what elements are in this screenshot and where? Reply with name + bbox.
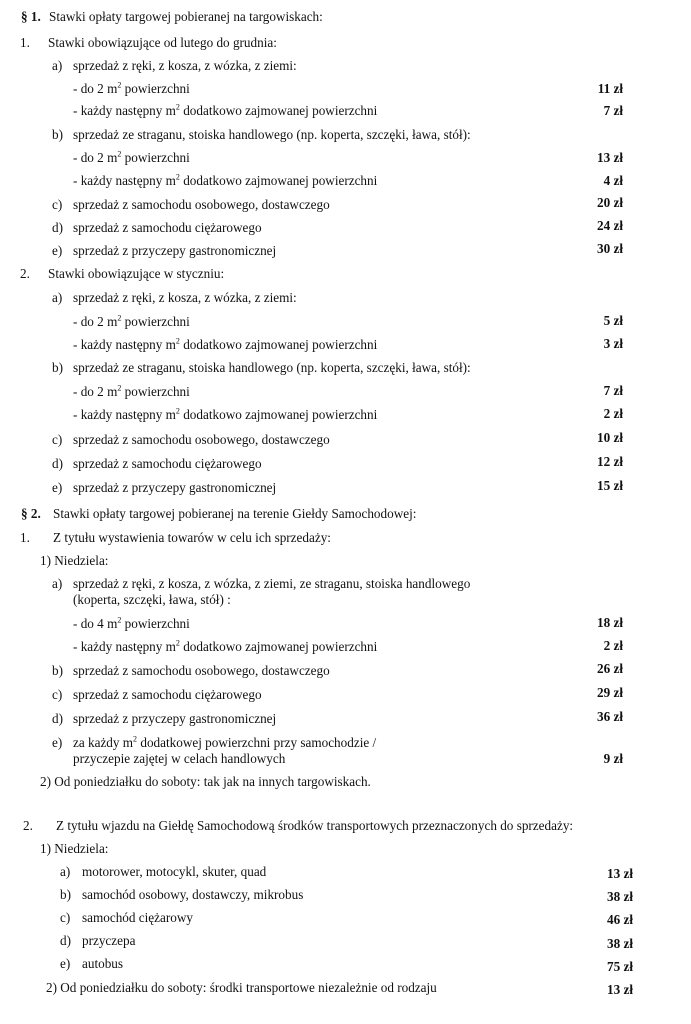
s1-p2-e-amount: 15 zł <box>596 478 623 493</box>
s1-p1-d-amount: 24 zł <box>596 218 623 233</box>
s1-p2-a-item-2: - każdy następny $m^2$ dodatkowo zajmowanej powierzchni <box>73 336 378 352</box>
s1-p1-title: Stawki obowiązujące od lutego do grudnia: <box>48 35 277 50</box>
s1-p1-c-amount: 20 zł <box>596 195 623 210</box>
s1-p1-b-label: b) <box>52 127 63 142</box>
s1-p2-a-item-1-amount: 5 zł <box>603 313 623 328</box>
s1-p1-b-text: sprzedaż ze straganu, stoiska handlowego (np. koperta, szczęki, ława, stół): <box>73 127 471 142</box>
s2-p1-c-text: sprzedaż z samochodu ciężarowego <box>73 687 262 702</box>
s1-p2-c-amount: 10 zł <box>596 430 623 445</box>
s1-p2-b-item-1: - do 2 $m^2$ powierzchni <box>73 383 190 399</box>
s1-p1-d-text: sprzedaż z samochodu ciężarowego <box>73 220 262 235</box>
s1-p2-b-item-1-amount: 7 zł <box>603 383 623 398</box>
s1-p2-e-label: e) <box>52 480 63 495</box>
s2-p1-d-text: sprzedaż z przyczepy gastronomicznej <box>73 711 277 726</box>
s1-p1-e-amount: 30 zł <box>596 241 623 256</box>
s2-p1-a-item-1: - do 4 $m^2$ powierzchni <box>73 615 190 631</box>
s2-p1-title: Z tytułu wystawienia towarów w celu ich sprzedaży: <box>53 530 331 545</box>
s1-p2-b-text: sprzedaż ze straganu, stoiska handlowego (np. koperta, szczęki, ława, stół): <box>73 360 471 375</box>
s2-p2-e-text: autobus <box>82 956 124 971</box>
s1-p1-b-item-2-amount: 4 zł <box>603 173 623 188</box>
s1-p2-d-label: d) <box>52 456 63 471</box>
s1-p2-title: Stawki obowiązujące w styczniu: <box>48 266 225 281</box>
section-1-heading: Stawki opłaty targowej pobieranej na targowiskach: <box>49 9 323 24</box>
s2-p2-a-label: a) <box>60 864 71 879</box>
s2-p1-c-label: c) <box>52 687 63 702</box>
s1-p1-a-label: a) <box>52 58 63 73</box>
s1-p2-number: 2. <box>20 266 30 281</box>
s1-p1-c-label: c) <box>52 197 63 212</box>
s1-p1-a-item-1: - do 2 $m^2$ powierzchni <box>73 80 190 96</box>
s2-p1-b-text: sprzedaż z samochodu osobowego, dostawczego <box>73 663 330 678</box>
s1-p1-a-text: sprzedaż z ręki, z kosza, z wózka, z ziemi: <box>73 58 297 73</box>
s1-p1-e-label: e) <box>52 243 63 258</box>
s1-p2-a-label: a) <box>52 290 63 305</box>
section-1-number: § 1. <box>21 9 41 24</box>
s1-p1-d-label: d) <box>52 220 63 235</box>
s2-p2-b-label: b) <box>60 887 71 902</box>
s1-p2-a-item-2-amount: 3 zł <box>603 336 623 351</box>
s1-p2-a-item-1: - do 2 $m^2$ powierzchni <box>73 313 190 329</box>
s2-p2-d-label: d) <box>60 933 71 948</box>
s1-p2-b-label: b) <box>52 360 63 375</box>
s1-p2-c-label: c) <box>52 432 63 447</box>
s2-p1-d-amount: 36 zł <box>596 709 623 724</box>
s2-p2-weekday-amount: 13 zł <box>606 982 633 997</box>
section-2-number: § 2. <box>21 506 41 521</box>
s2-p1-c-amount: 29 zł <box>596 685 623 700</box>
s2-p2-d-text: przyczepa <box>82 933 136 948</box>
s2-p2-weekday: 2) Od poniedziałku do soboty: środki transportowe niezależnie od rodzaju <box>46 980 437 995</box>
s2-p2-b-amount: 38 zł <box>606 889 633 904</box>
s2-p2-a-amount: 13 zł <box>606 866 633 881</box>
s2-p1-a-text-line-1: sprzedaż z ręki, z kosza, z wózka, z ziemi, ze straganu, stoiska handlowego <box>73 576 471 591</box>
s2-p1-sunday: 1) Niedziela: <box>40 553 109 568</box>
s2-p2-c-amount: 46 zł <box>606 912 633 927</box>
s1-p1-a-item-2-amount: 7 zł <box>603 103 623 118</box>
s2-p1-a-item-2-amount: 2 zł <box>603 638 623 653</box>
s1-p2-b-item-2: - każdy następny $m^2$ dodatkowo zajmowanej powierzchni <box>73 406 378 422</box>
s2-p2-title: Z tytułu wjazdu na Giełdę Samochodową środków transportowych przeznaczonych do sprzedaży: <box>56 818 574 833</box>
s1-p1-a-item-2: - każdy następny $m^2$ dodatkowo zajmowanej powierzchni <box>73 102 378 118</box>
section-2-heading: Stawki opłaty targowej pobieranej na terenie Giełdy Samochodowej: <box>53 506 417 521</box>
s1-p1-b-item-1-amount: 13 zł <box>596 150 623 165</box>
s2-p2-c-label: c) <box>60 910 71 925</box>
s2-p1-a-text-line-2: (koperta, szczęki, ława, stół) : <box>73 592 231 607</box>
s2-p1-d-label: d) <box>52 711 63 726</box>
s2-p2-d-amount: 38 zł <box>606 936 633 951</box>
s2-p2-b-text: samochód osobowy, dostawczy, mikrobus <box>82 887 304 902</box>
s2-p2-c-text: samochód ciężarowy <box>82 910 193 925</box>
s2-p2-number: 2. <box>23 818 33 833</box>
s2-p1-number: 1. <box>20 530 30 545</box>
s2-p1-a-item-1-amount: 18 zł <box>596 615 623 630</box>
s2-p2-e-label: e) <box>60 956 71 971</box>
s2-p1-b-amount: 26 zł <box>596 661 623 676</box>
s2-p1-a-label: a) <box>52 576 63 591</box>
s1-p2-e-text: sprzedaż z przyczepy gastronomicznej <box>73 480 277 495</box>
s2-p1-b-label: b) <box>52 663 63 678</box>
s2-p1-e-text-line-2: przyczepie zajętej w celach handlowych <box>73 751 286 766</box>
s1-p2-d-amount: 12 zł <box>596 454 623 469</box>
s1-p2-c-text: sprzedaż z samochodu osobowego, dostawczego <box>73 432 330 447</box>
s1-p1-b-item-2: - każdy następny $m^2$ dodatkowo zajmowanej powierzchni <box>73 172 378 188</box>
s2-p2-e-amount: 75 zł <box>606 959 633 974</box>
s2-p1-e-label: e) <box>52 735 63 750</box>
s1-p1-c-text: sprzedaż z samochodu osobowego, dostawczego <box>73 197 330 212</box>
s2-p2-a-text: motorower, motocykl, skuter, quad <box>82 864 267 879</box>
s2-p1-weekday: 2) Od poniedziałku do soboty: tak jak na innych targowiskach. <box>40 774 371 789</box>
s1-p2-d-text: sprzedaż z samochodu ciężarowego <box>73 456 262 471</box>
s2-p1-a-item-2: - każdy następny $m^2$ dodatkowo zajmowanej powierzchni <box>73 638 378 654</box>
s2-p1-e-amount: 9 zł <box>603 751 623 766</box>
s1-p1-e-text: sprzedaż z przyczepy gastronomicznej <box>73 243 277 258</box>
s2-p2-sunday: 1) Niedziela: <box>40 841 109 856</box>
s2-p1-e-text-line-1: za każdy $m^2$ dodatkowej powierzchni przy samochodzie / <box>73 734 377 750</box>
s1-p1-b-item-1: - do 2 $m^2$ powierzchni <box>73 149 190 165</box>
s1-p1-number: 1. <box>20 35 30 50</box>
s1-p2-b-item-2-amount: 2 zł <box>603 406 623 421</box>
s1-p2-a-text: sprzedaż z ręki, z kosza, z wózka, z ziemi: <box>73 290 297 305</box>
s1-p1-a-item-1-amount: 11 zł <box>597 81 623 96</box>
